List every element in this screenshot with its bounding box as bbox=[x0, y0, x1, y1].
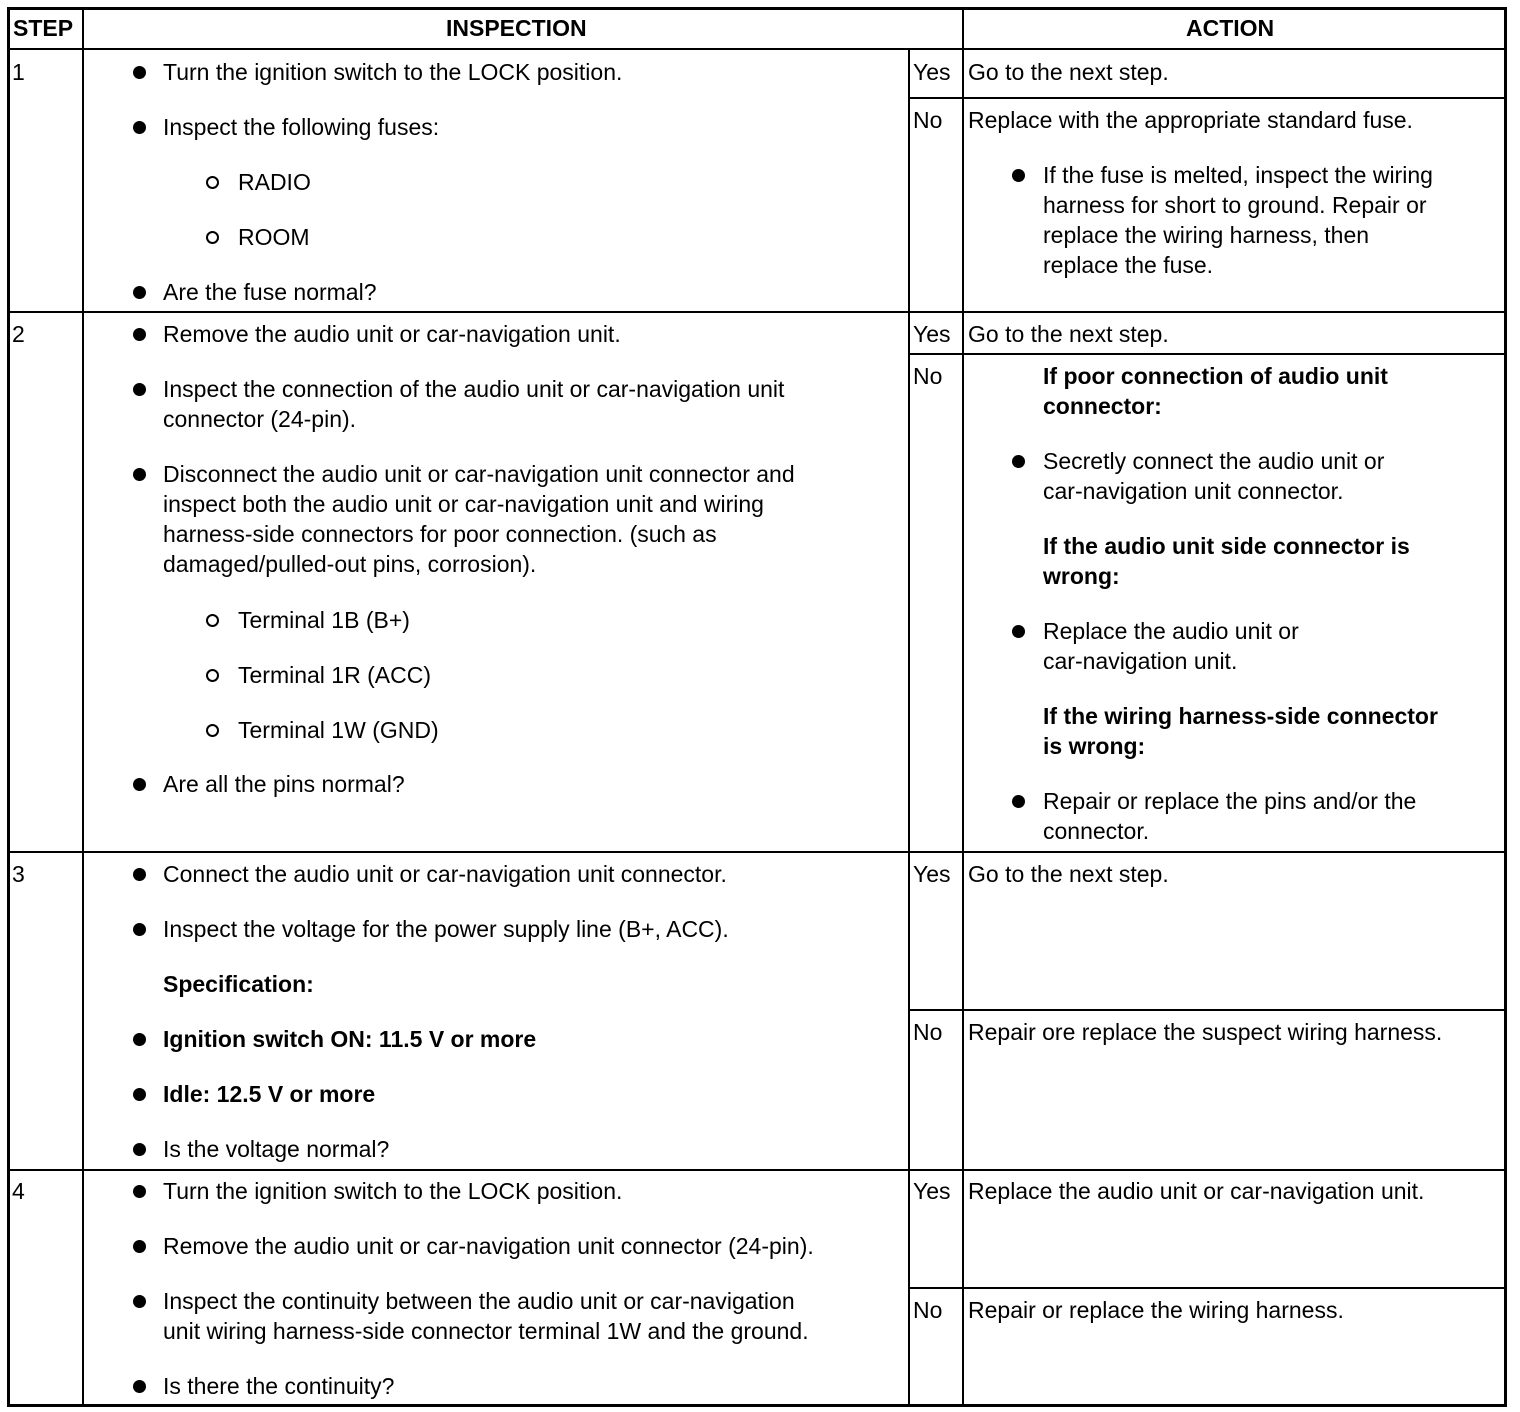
bullet-icon bbox=[133, 1143, 146, 1156]
yes-action: Go to the next step. bbox=[968, 59, 1169, 85]
bullet-icon bbox=[133, 923, 146, 936]
bullet-icon bbox=[133, 1240, 146, 1253]
sub-bullet-icon bbox=[206, 724, 219, 737]
bullet-icon bbox=[133, 868, 146, 881]
no-action-line: harness for short to ground. Repair or bbox=[1043, 192, 1427, 218]
inspection-line: Are the fuse normal? bbox=[163, 279, 377, 305]
inspection-line: Terminal 1B (B+) bbox=[238, 607, 410, 633]
no-action-line: replace the fuse. bbox=[1043, 252, 1214, 278]
no-action-line: Secretly connect the audio unit or bbox=[1043, 448, 1385, 474]
inspection-line: inspect both the audio unit or car-navigation unit and wiring bbox=[163, 491, 764, 517]
no-label: No bbox=[913, 1297, 943, 1323]
no-label: No bbox=[913, 107, 943, 133]
bullet-icon bbox=[133, 1380, 146, 1393]
header-inspection: INSPECTION bbox=[446, 15, 587, 41]
no-action-line: wrong: bbox=[1043, 563, 1120, 589]
col-divider-yesno bbox=[908, 48, 910, 1404]
sub-bullet-icon bbox=[206, 231, 219, 244]
yesno-divider-3 bbox=[908, 1009, 1504, 1011]
no-action-line: is wrong: bbox=[1043, 733, 1146, 759]
inspection-line: Are all the pins normal? bbox=[163, 771, 405, 797]
header-action: ACTION bbox=[1186, 15, 1275, 41]
yes-label: Yes bbox=[913, 861, 951, 887]
yes-action: Replace the audio unit or car-navigation unit. bbox=[968, 1178, 1425, 1204]
yes-label: Yes bbox=[913, 1178, 951, 1204]
no-action-line: If the fuse is melted, inspect the wiring bbox=[1043, 162, 1433, 188]
bullet-icon bbox=[1012, 455, 1025, 468]
inspection-line: connector (24-pin). bbox=[163, 406, 357, 432]
step-number: 4 bbox=[12, 1178, 25, 1204]
no-action-line: connector. bbox=[1043, 818, 1150, 844]
yes-label: Yes bbox=[913, 321, 951, 347]
bullet-icon bbox=[133, 66, 146, 79]
no-action-line: connector: bbox=[1043, 393, 1162, 419]
bullet-icon bbox=[133, 778, 146, 791]
step-number: 1 bbox=[12, 59, 25, 85]
inspection-line: Terminal 1W (GND) bbox=[238, 717, 439, 743]
inspection-line: Inspect the connection of the audio unit or car-navigation unit bbox=[163, 376, 785, 402]
inspection-line: Is there the continuity? bbox=[163, 1373, 395, 1399]
inspection-line: Ignition switch ON: 11.5 V or more bbox=[163, 1026, 537, 1052]
step-number: 3 bbox=[12, 861, 25, 887]
inspection-line: Inspect the continuity between the audio unit or car-navigation bbox=[163, 1288, 795, 1314]
bullet-icon bbox=[133, 1088, 146, 1101]
inspection-line: Turn the ignition switch to the LOCK position. bbox=[163, 59, 623, 85]
no-label: No bbox=[913, 1019, 943, 1045]
yesno-divider-4 bbox=[908, 1287, 1504, 1289]
bullet-icon bbox=[133, 468, 146, 481]
no-action-line: If poor connection of audio unit bbox=[1043, 363, 1388, 389]
bullet-icon bbox=[133, 1295, 146, 1308]
yes-action: Go to the next step. bbox=[968, 861, 1169, 887]
col-divider-action bbox=[962, 10, 964, 1404]
yes-action: Go to the next step. bbox=[968, 321, 1169, 347]
inspection-line: unit wiring harness-side connector terminal 1W and the ground. bbox=[163, 1318, 809, 1344]
no-action-line: Replace with the appropriate standard fuse. bbox=[968, 107, 1413, 133]
yesno-divider-1 bbox=[908, 97, 1504, 99]
inspection-line: Specification: bbox=[163, 971, 314, 997]
no-action-line: car-navigation unit. bbox=[1043, 648, 1238, 674]
no-label: No bbox=[913, 363, 943, 389]
inspection-line: damaged/pulled-out pins, corrosion). bbox=[163, 551, 537, 577]
inspection-line: harness-side connectors for poor connection. (such as bbox=[163, 521, 717, 547]
no-action-line: car-navigation unit connector. bbox=[1043, 478, 1344, 504]
yesno-divider-2 bbox=[908, 353, 1504, 355]
bullet-icon bbox=[133, 1185, 146, 1198]
row-divider-3 bbox=[10, 1169, 1504, 1171]
inspection-line: Idle: 12.5 V or more bbox=[163, 1081, 376, 1107]
bullet-icon bbox=[133, 1033, 146, 1046]
header-step: STEP bbox=[13, 15, 74, 41]
header-divider bbox=[10, 48, 1504, 50]
row-divider-2 bbox=[10, 851, 1504, 853]
no-action-line: Repair or replace the pins and/or the bbox=[1043, 788, 1417, 814]
bullet-icon bbox=[1012, 169, 1025, 182]
no-action: Repair or replace the wiring harness. bbox=[968, 1297, 1344, 1323]
inspection-line: Is the voltage normal? bbox=[163, 1136, 390, 1162]
inspection-line: Disconnect the audio unit or car-navigation unit connector and bbox=[163, 461, 795, 487]
step-number: 2 bbox=[12, 321, 25, 347]
bullet-icon bbox=[133, 286, 146, 299]
sub-bullet-icon bbox=[206, 669, 219, 682]
row-divider-1 bbox=[10, 311, 1504, 313]
sub-bullet-icon bbox=[206, 614, 219, 627]
bullet-icon bbox=[133, 121, 146, 134]
inspection-line: Connect the audio unit or car-navigation unit connector. bbox=[163, 861, 727, 887]
bullet-icon bbox=[133, 383, 146, 396]
no-action-line: replace the wiring harness, then bbox=[1043, 222, 1370, 248]
inspection-line: Turn the ignition switch to the LOCK position. bbox=[163, 1178, 623, 1204]
sub-bullet-icon bbox=[206, 176, 219, 189]
inspection-line: Remove the audio unit or car-navigation unit. bbox=[163, 321, 621, 347]
no-action-line: If the audio unit side connector is bbox=[1043, 533, 1410, 559]
bullet-icon bbox=[133, 328, 146, 341]
col-divider-step bbox=[82, 10, 84, 1404]
yes-label: Yes bbox=[913, 59, 951, 85]
inspection-line: Inspect the following fuses: bbox=[163, 114, 440, 140]
bullet-icon bbox=[1012, 795, 1025, 808]
bullet-icon bbox=[1012, 625, 1025, 638]
no-action-line: If the wiring harness-side connector bbox=[1043, 703, 1438, 729]
inspection-line: Inspect the voltage for the power supply line (B+, ACC). bbox=[163, 916, 729, 942]
inspection-line: ROOM bbox=[238, 224, 310, 250]
inspection-line: Terminal 1R (ACC) bbox=[238, 662, 431, 688]
no-action: Repair ore replace the suspect wiring harness. bbox=[968, 1019, 1443, 1045]
inspection-line: Remove the audio unit or car-navigation unit connector (24-pin). bbox=[163, 1233, 814, 1259]
inspection-line: RADIO bbox=[238, 169, 311, 195]
no-action-line: Replace the audio unit or bbox=[1043, 618, 1299, 644]
